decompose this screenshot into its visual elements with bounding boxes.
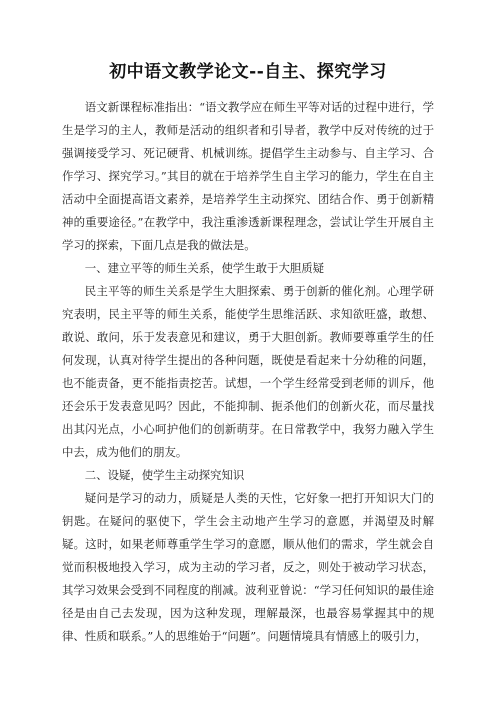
section-1-paragraph: 民主平等的师生关系是学生大胆探索、勇于创新的催化剂。心理学研究表明，民主平等的师生关系，能使学生思维活跃、求知欲旺盛，敢想、敢说、敢问，乐于发表意见和建议，勇于大胆创新。教师要尊重学生的任何发现，认真对待学生提出的各种问题，既使是看起来十分幼稚的问题，也不能责备，更不能指责挖苦。试想，一个学生经常受到老师的训斥，他还会乐于发表意见吗？因此，不能抑制、扼杀他们的创新火花，而尽量找出其闪光点，小心呵护他们的创新萌芽。在日常教学中，我努力融入学生中去，成为他们的朋友。 xyxy=(62,284,434,459)
document-body xyxy=(62,96,434,648)
section-2-paragraph: 疑问是学习的动力，质疑是人类的天性，它好象一把打开知识大门的钥匙。在疑问的驱使下，学生会主动地产生学习的意愿，并渴望及时解疑。这时，如果老师尊重学生学习的意愿，顺从他们的需求，学生就会自觉而积极地投入学习，成为主动的学习者，反之，则处于被动学习状态，其学习效果会受到不同程度的削减。波利亚曾说：“学习任何知识的最佳途径是由自己去发现，因为这种发现，理解最深，也最容易掌握其中的规律、性质和联系。”人的思维始于“问题”。问题情境具有情感上的吸引力， xyxy=(62,491,434,643)
document-title: 初中语文教学论文--自主、探究学习 xyxy=(109,62,387,82)
section-heading-2: 二、设疑，使学生主动探究知识 xyxy=(84,468,245,482)
intro-paragraph: 语文新课程标准指出：“语文教学应在师生平等对话的过程中进行，学生是学习的主人，教师是活动的组织者和引导者，教学中反对传统的过于强调接受学习、死记硬背、机械训练。提倡学生主动参与、自主学习、合作学习、探究学习。”其目的就在于培养学生自主学习的能力，学生在自主活动中全面提高语文素养，是培养学生主动探究、团结合作、勇于创新精神的重要途径。”在教学中，我注重渗透新课程理念，尝试让学生开展自主学习的探索，下面几点是我的做法是。 xyxy=(62,100,434,252)
section-heading-1: 一、建立平等的师生关系，使学生敢于大胆质疑 xyxy=(84,261,325,275)
